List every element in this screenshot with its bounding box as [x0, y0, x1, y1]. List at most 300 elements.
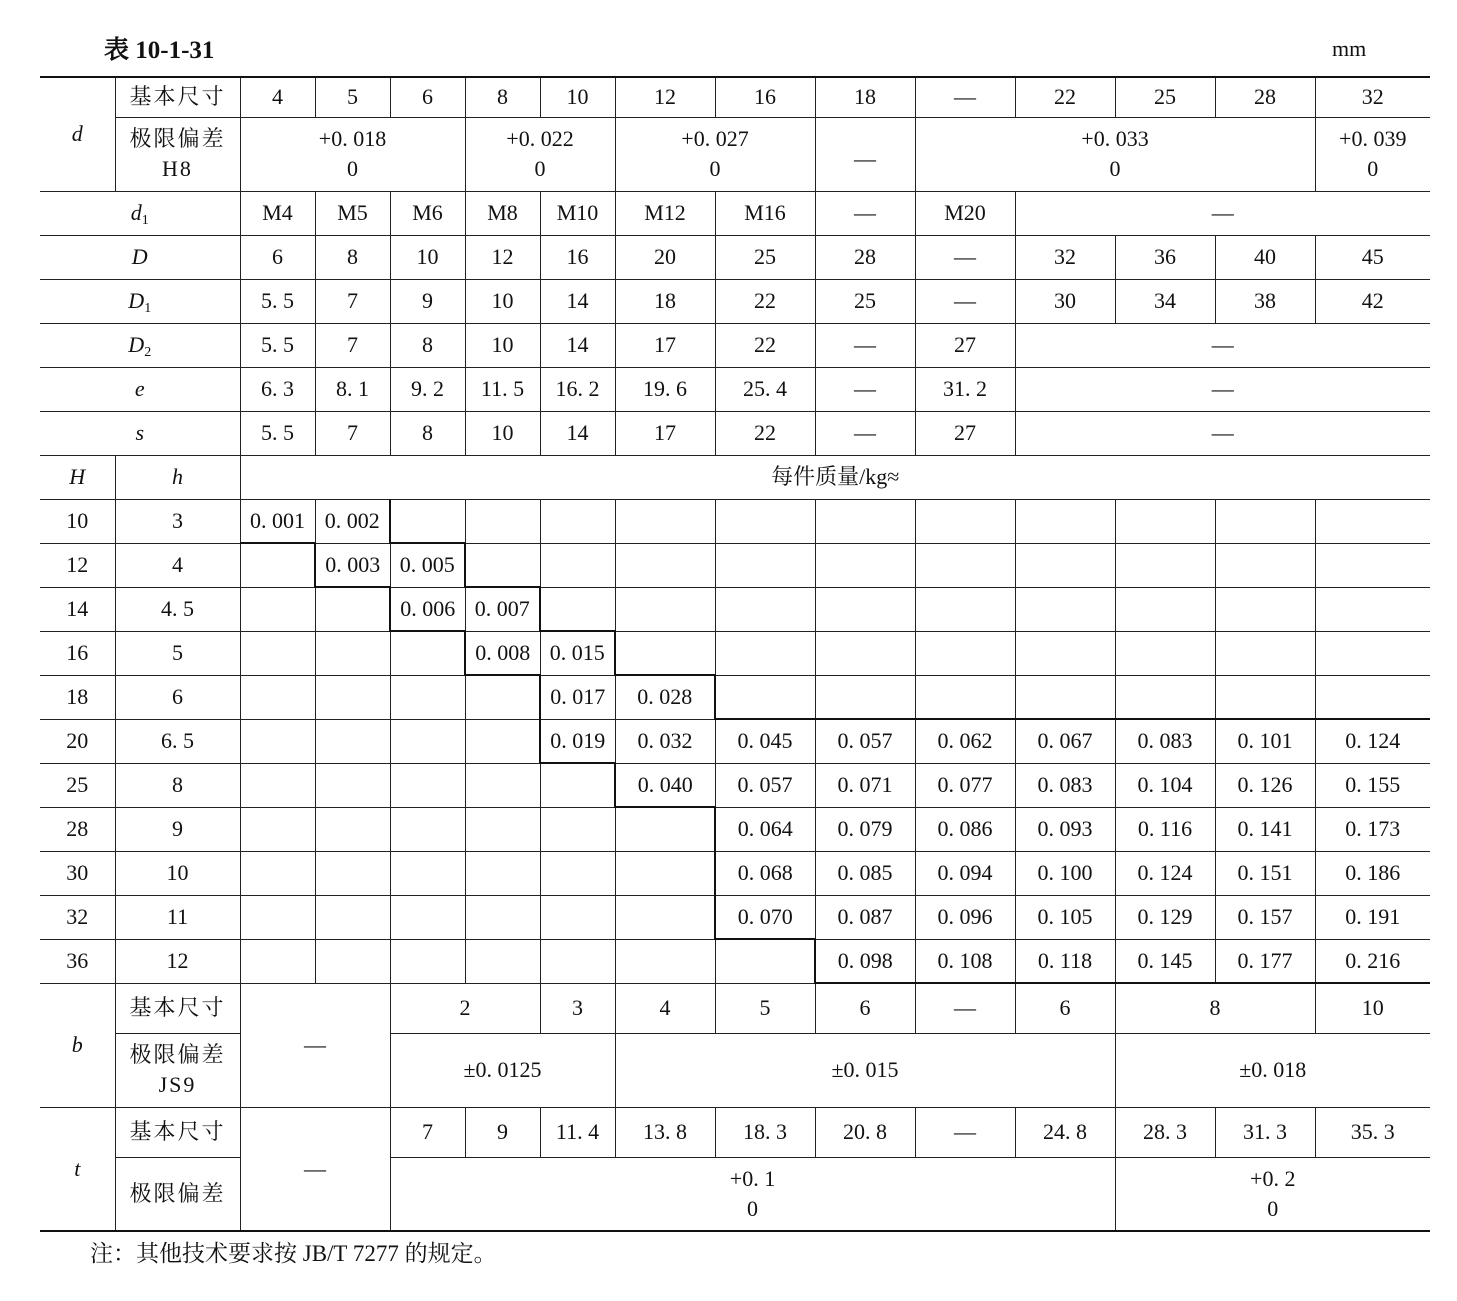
mass-cell: [1315, 675, 1430, 719]
mass-cell: [1315, 543, 1430, 587]
table-row: [40, 367, 1430, 411]
mass-cell: [915, 543, 1015, 587]
d-size-cell: 28: [1215, 77, 1315, 117]
h-value: 3: [115, 499, 240, 543]
D2-cell: 27: [915, 323, 1015, 367]
mass-cell: 0. 186: [1315, 851, 1430, 895]
h-value: 11: [115, 895, 240, 939]
mass-cell: 0. 067: [1015, 719, 1115, 763]
mass-cell: 0. 032: [615, 719, 715, 763]
d-tol-lower: 0: [347, 156, 358, 181]
mass-cell: 0. 077: [915, 763, 1015, 807]
d-symbol: d: [40, 77, 115, 191]
mass-cell: [390, 719, 465, 763]
e-cell: —: [815, 367, 915, 411]
mass-cell: [615, 499, 715, 543]
mass-cell: [540, 851, 615, 895]
s-cell: 7: [315, 411, 390, 455]
b-tol-label-upper: 极限偏差: [129, 1042, 226, 1067]
d-tol-cell: [615, 117, 815, 191]
mass-cell: 0. 105: [1015, 895, 1115, 939]
D2-cell: 8: [390, 323, 465, 367]
mass-cell: 0. 100: [1015, 851, 1115, 895]
mass-cell: [815, 675, 915, 719]
mass-cell: [465, 939, 540, 983]
D-cell: 32: [1015, 235, 1115, 279]
D1-cell: 10: [465, 279, 540, 323]
table-row: [40, 543, 1430, 587]
d-size-cell: 25: [1115, 77, 1215, 117]
t-size-cell: 11. 4: [540, 1107, 615, 1157]
b-size-cell: 8: [1115, 983, 1315, 1033]
d-tol-cell: [240, 117, 465, 191]
d1-symbol-subscript: 1: [141, 213, 149, 228]
d-tol-label-upper: 极限偏差: [129, 126, 226, 151]
t-size-cell: 35. 3: [1315, 1107, 1430, 1157]
t-dash-cell: —: [240, 1107, 390, 1231]
mass-cell: 0. 002: [315, 499, 390, 543]
b-size-cell: —: [915, 983, 1015, 1033]
H-value: 36: [40, 939, 115, 983]
b-size-cell: 4: [615, 983, 715, 1033]
mass-cell: [1015, 675, 1115, 719]
D1-cell: 7: [315, 279, 390, 323]
D-cell: 12: [465, 235, 540, 279]
t-size-cell: 24. 8: [1015, 1107, 1115, 1157]
mass-cell: [540, 895, 615, 939]
table-row: [40, 117, 1430, 191]
mass-cell: 0. 177: [1215, 939, 1315, 983]
D2-symbol: D: [128, 332, 145, 357]
t-tol-lower: 0: [1267, 1195, 1279, 1221]
dimension-table: [40, 76, 1430, 1232]
mass-cell: [465, 499, 540, 543]
D1-symbol: [40, 279, 240, 323]
mass-cell: [915, 631, 1015, 675]
D2-symbol-subscript: 2: [144, 345, 152, 360]
mass-cell: [1215, 499, 1315, 543]
mass-cell: [915, 675, 1015, 719]
mass-cell: [240, 719, 315, 763]
mass-cell: [315, 719, 390, 763]
d-size-cell: 8: [465, 77, 540, 117]
mass-cell: 0. 045: [715, 719, 815, 763]
D-cell: —: [915, 235, 1015, 279]
D1-cell: 38: [1215, 279, 1315, 323]
t-tol-cell: [390, 1157, 1115, 1231]
mass-cell: 0. 124: [1315, 719, 1430, 763]
mass-cell: [715, 675, 815, 719]
mass-cell: [815, 631, 915, 675]
d-tol-cell: —: [815, 117, 915, 191]
mass-cell: 0. 008: [465, 631, 540, 675]
D1-cell: 34: [1115, 279, 1215, 323]
mass-cell: 0. 062: [915, 719, 1015, 763]
s-cell: 17: [615, 411, 715, 455]
mass-cell: [1215, 631, 1315, 675]
mass-cell: 0. 079: [815, 807, 915, 851]
D2-cell: —: [815, 323, 915, 367]
H-value: 30: [40, 851, 115, 895]
mass-cell: 0. 064: [715, 807, 815, 851]
e-symbol: e: [40, 367, 240, 411]
mass-cell: 0. 173: [1315, 807, 1430, 851]
s-cell: 27: [915, 411, 1015, 455]
mass-cell: [315, 807, 390, 851]
mass-cell: [390, 763, 465, 807]
e-cell: 9. 2: [390, 367, 465, 411]
mass-cell: [1015, 499, 1115, 543]
table-row: [40, 191, 1430, 235]
mass-cell: [315, 939, 390, 983]
d-size-cell: 22: [1015, 77, 1115, 117]
d1-cell: M5: [315, 191, 390, 235]
D1-cell: 42: [1315, 279, 1430, 323]
b-size-cell: 6: [1015, 983, 1115, 1033]
s-symbol: s: [40, 411, 240, 455]
mass-cell: [615, 807, 715, 851]
d1-cell: M8: [465, 191, 540, 235]
H-value: 18: [40, 675, 115, 719]
mass-cell: [240, 587, 315, 631]
H-value: 10: [40, 499, 115, 543]
t-size-cell: 28. 3: [1115, 1107, 1215, 1157]
d1-cell: M10: [540, 191, 615, 235]
table-row: [40, 631, 1430, 675]
mass-cell: 0. 108: [915, 939, 1015, 983]
h-value: 6. 5: [115, 719, 240, 763]
d1-cell: M20: [915, 191, 1015, 235]
mass-cell: [465, 807, 540, 851]
h-header: h: [115, 455, 240, 499]
t-tol-label: 极限偏差: [115, 1157, 240, 1231]
d-size-cell: 32: [1315, 77, 1430, 117]
D2-cell: 5. 5: [240, 323, 315, 367]
s-cell: 22: [715, 411, 815, 455]
d-tol-upper: +0. 033: [1081, 126, 1149, 151]
mass-cell: [315, 895, 390, 939]
table-row: [40, 323, 1430, 367]
d1-cell: M4: [240, 191, 315, 235]
d-basic-label: 基本尺寸: [115, 77, 240, 117]
mass-cell: [615, 851, 715, 895]
mass-cell: 0. 155: [1315, 763, 1430, 807]
d-tol-cell: [1315, 117, 1430, 191]
d-tol-label: [115, 117, 240, 191]
t-size-cell: 9: [465, 1107, 540, 1157]
b-symbol: b: [40, 983, 115, 1107]
mass-cell: [1015, 587, 1115, 631]
unit-label: mm: [1332, 36, 1367, 61]
mass-cell: 0. 118: [1015, 939, 1115, 983]
mass-cell: [465, 543, 540, 587]
d-size-cell: 18: [815, 77, 915, 117]
mass-cell: 0. 083: [1115, 719, 1215, 763]
s-cell: 10: [465, 411, 540, 455]
mass-cell: 0. 126: [1215, 763, 1315, 807]
mass-cell: [715, 587, 815, 631]
D2-cell: 10: [465, 323, 540, 367]
d-tol-cell: [465, 117, 615, 191]
mass-cell: 0. 145: [1115, 939, 1215, 983]
s-cell: 14: [540, 411, 615, 455]
mass-cell: [1115, 587, 1215, 631]
mass-cell: [1315, 631, 1430, 675]
table-row: [40, 895, 1430, 939]
t-tol-lower: 0: [747, 1195, 758, 1221]
mass-cell: 0. 087: [815, 895, 915, 939]
table-row: [40, 455, 1430, 499]
mass-cell: [240, 675, 315, 719]
mass-cell: [1015, 543, 1115, 587]
e-cell: 11. 5: [465, 367, 540, 411]
D1-cell: 22: [715, 279, 815, 323]
mass-cell: 0. 070: [715, 895, 815, 939]
d1-cell: —: [1015, 191, 1430, 235]
e-cell: 6. 3: [240, 367, 315, 411]
table-row: [40, 851, 1430, 895]
h-value: 4: [115, 543, 240, 587]
D-cell: 45: [1315, 235, 1430, 279]
d-tol-lower: 0: [1109, 156, 1121, 181]
h-value: 9: [115, 807, 240, 851]
d-tol-upper: +0. 027: [681, 126, 749, 151]
D-cell: 36: [1115, 235, 1215, 279]
b-size-cell: 3: [540, 983, 615, 1033]
s-cell: 8: [390, 411, 465, 455]
d-size-cell: —: [915, 77, 1015, 117]
mass-cell: [1215, 675, 1315, 719]
d-tol-upper: +0. 039: [1339, 126, 1407, 151]
mass-cell: [1215, 587, 1315, 631]
H-value: 25: [40, 763, 115, 807]
mass-cell: [1315, 587, 1430, 631]
s-cell: —: [1015, 411, 1430, 455]
b-tol-cell: ±0. 015: [615, 1033, 1115, 1107]
b-size-cell: 6: [815, 983, 915, 1033]
mass-cell: [1115, 543, 1215, 587]
D-symbol: D: [40, 235, 240, 279]
mass-cell: [615, 895, 715, 939]
mass-cell: 0. 019: [540, 719, 615, 763]
mass-cell: 0. 007: [465, 587, 540, 631]
t-size-cell: 13. 8: [615, 1107, 715, 1157]
mass-cell: 0. 151: [1215, 851, 1315, 895]
s-cell: —: [815, 411, 915, 455]
d-size-cell: 12: [615, 77, 715, 117]
mass-cell: [240, 543, 315, 587]
mass-cell: [465, 675, 540, 719]
table-row: [40, 587, 1430, 631]
mass-cell: 0. 104: [1115, 763, 1215, 807]
d-size-cell: 10: [540, 77, 615, 117]
mass-cell: [315, 587, 390, 631]
t-tol-cell: [1115, 1157, 1430, 1231]
table-row: [40, 1107, 1430, 1157]
D2-cell: 17: [615, 323, 715, 367]
D1-cell: 25: [815, 279, 915, 323]
d1-cell: M6: [390, 191, 465, 235]
mass-cell: [915, 499, 1015, 543]
mass-cell: [540, 543, 615, 587]
t-symbol: t: [40, 1107, 115, 1231]
e-cell: —: [1015, 367, 1430, 411]
mass-cell: [540, 587, 615, 631]
d-tol-lower: 0: [1367, 156, 1379, 181]
mass-cell: 0. 028: [615, 675, 715, 719]
mass-cell: [615, 939, 715, 983]
b-dash-cell: —: [240, 983, 390, 1107]
e-cell: 31. 2: [915, 367, 1015, 411]
mass-header: 每件质量/kg≈: [240, 455, 1430, 499]
table-title: 表 10-1-31: [104, 37, 215, 64]
mass-cell: [240, 807, 315, 851]
D-cell: 6: [240, 235, 315, 279]
mass-cell: [1115, 675, 1215, 719]
mass-cell: 0. 040: [615, 763, 715, 807]
mass-cell: [1115, 631, 1215, 675]
table-row: [40, 279, 1430, 323]
mass-cell: [315, 675, 390, 719]
t-tol-upper: +0. 1: [729, 1165, 776, 1191]
D2-cell: 14: [540, 323, 615, 367]
D1-cell: 14: [540, 279, 615, 323]
d1-symbol: d: [130, 200, 142, 225]
mass-cell: [390, 939, 465, 983]
mass-cell: [390, 499, 465, 543]
mass-cell: 0. 071: [815, 763, 915, 807]
b-basic-label: 基本尺寸: [115, 983, 240, 1033]
mass-cell: [915, 587, 1015, 631]
table-row: [40, 983, 1430, 1033]
d1-cell: M12: [615, 191, 715, 235]
mass-cell: 0. 129: [1115, 895, 1215, 939]
D-cell: 40: [1215, 235, 1315, 279]
D2-cell: —: [1015, 323, 1430, 367]
H-value: 32: [40, 895, 115, 939]
mass-cell: [465, 895, 540, 939]
mass-cell: [240, 763, 315, 807]
D2-symbol: [40, 323, 240, 367]
t-size-cell: 31. 3: [1215, 1107, 1315, 1157]
mass-cell: 0. 015: [540, 631, 615, 675]
mass-cell: 0. 006: [390, 587, 465, 631]
mass-cell: 0. 157: [1215, 895, 1315, 939]
mass-cell: [390, 675, 465, 719]
mass-cell: 0. 017: [540, 675, 615, 719]
h-value: 12: [115, 939, 240, 983]
table-row: [40, 235, 1430, 279]
mass-cell: 0. 057: [715, 763, 815, 807]
t-size-cell: —: [915, 1107, 1015, 1157]
H-value: 12: [40, 543, 115, 587]
mass-cell: 0. 093: [1015, 807, 1115, 851]
mass-cell: 0. 098: [815, 939, 915, 983]
D1-cell: 30: [1015, 279, 1115, 323]
e-cell: 19. 6: [615, 367, 715, 411]
s-cell: 5. 5: [240, 411, 315, 455]
h-value: 4. 5: [115, 587, 240, 631]
mass-cell: [240, 851, 315, 895]
D-cell: 16: [540, 235, 615, 279]
d1-cell: —: [815, 191, 915, 235]
d-tol-upper: +0. 018: [318, 126, 387, 151]
mass-cell: 0. 005: [390, 543, 465, 587]
H-value: 16: [40, 631, 115, 675]
t-size-cell: 18. 3: [715, 1107, 815, 1157]
b-tol-cell: ±0. 018: [1115, 1033, 1430, 1107]
mass-cell: [240, 631, 315, 675]
mass-cell: 0. 101: [1215, 719, 1315, 763]
d-tol-cell: [915, 117, 1315, 191]
mass-cell: [465, 851, 540, 895]
mass-cell: 0. 124: [1115, 851, 1215, 895]
mass-cell: [390, 895, 465, 939]
mass-cell: 0. 191: [1315, 895, 1430, 939]
D2-cell: 22: [715, 323, 815, 367]
mass-cell: [1215, 543, 1315, 587]
mass-cell: 0. 083: [1015, 763, 1115, 807]
t-size-cell: 20. 8: [815, 1107, 915, 1157]
mass-cell: [715, 939, 815, 983]
d-size-cell: 4: [240, 77, 315, 117]
b-size-cell: 5: [715, 983, 815, 1033]
mass-cell: [465, 719, 540, 763]
mass-cell: [315, 631, 390, 675]
b-size-cell: 10: [1315, 983, 1430, 1033]
table-row: [40, 411, 1430, 455]
b-tol-label: [115, 1033, 240, 1107]
mass-cell: [715, 543, 815, 587]
d-tol-lower: 0: [709, 156, 721, 181]
h-value: 5: [115, 631, 240, 675]
b-tol-label-lower: JS9: [158, 1072, 197, 1097]
d-tol-upper: +0. 022: [506, 126, 574, 151]
mass-cell: [540, 763, 615, 807]
table-body: [40, 77, 1430, 1231]
d-tol-lower: 0: [534, 156, 546, 181]
b-tol-cell: ±0. 0125: [390, 1033, 615, 1107]
mass-cell: [540, 807, 615, 851]
mass-cell: 0. 086: [915, 807, 1015, 851]
H-value: 20: [40, 719, 115, 763]
t-size-cell: 7: [390, 1107, 465, 1157]
H-value: 28: [40, 807, 115, 851]
D-cell: 10: [390, 235, 465, 279]
t-basic-label: 基本尺寸: [115, 1107, 240, 1157]
mass-cell: [540, 939, 615, 983]
d-size-cell: 5: [315, 77, 390, 117]
mass-cell: 0. 057: [815, 719, 915, 763]
H-value: 14: [40, 587, 115, 631]
h-value: 6: [115, 675, 240, 719]
mass-cell: [315, 763, 390, 807]
mass-cell: [815, 587, 915, 631]
mass-cell: 0. 116: [1115, 807, 1215, 851]
table-row: [40, 675, 1430, 719]
d1-cell: M16: [715, 191, 815, 235]
h-value: 8: [115, 763, 240, 807]
table-row: [40, 719, 1430, 763]
mass-cell: 0. 094: [915, 851, 1015, 895]
mass-cell: [815, 499, 915, 543]
mass-cell: [540, 499, 615, 543]
table-row: [40, 499, 1430, 543]
mass-cell: 0. 096: [915, 895, 1015, 939]
D1-cell: 5. 5: [240, 279, 315, 323]
mass-cell: [390, 851, 465, 895]
H-header: H: [40, 455, 115, 499]
